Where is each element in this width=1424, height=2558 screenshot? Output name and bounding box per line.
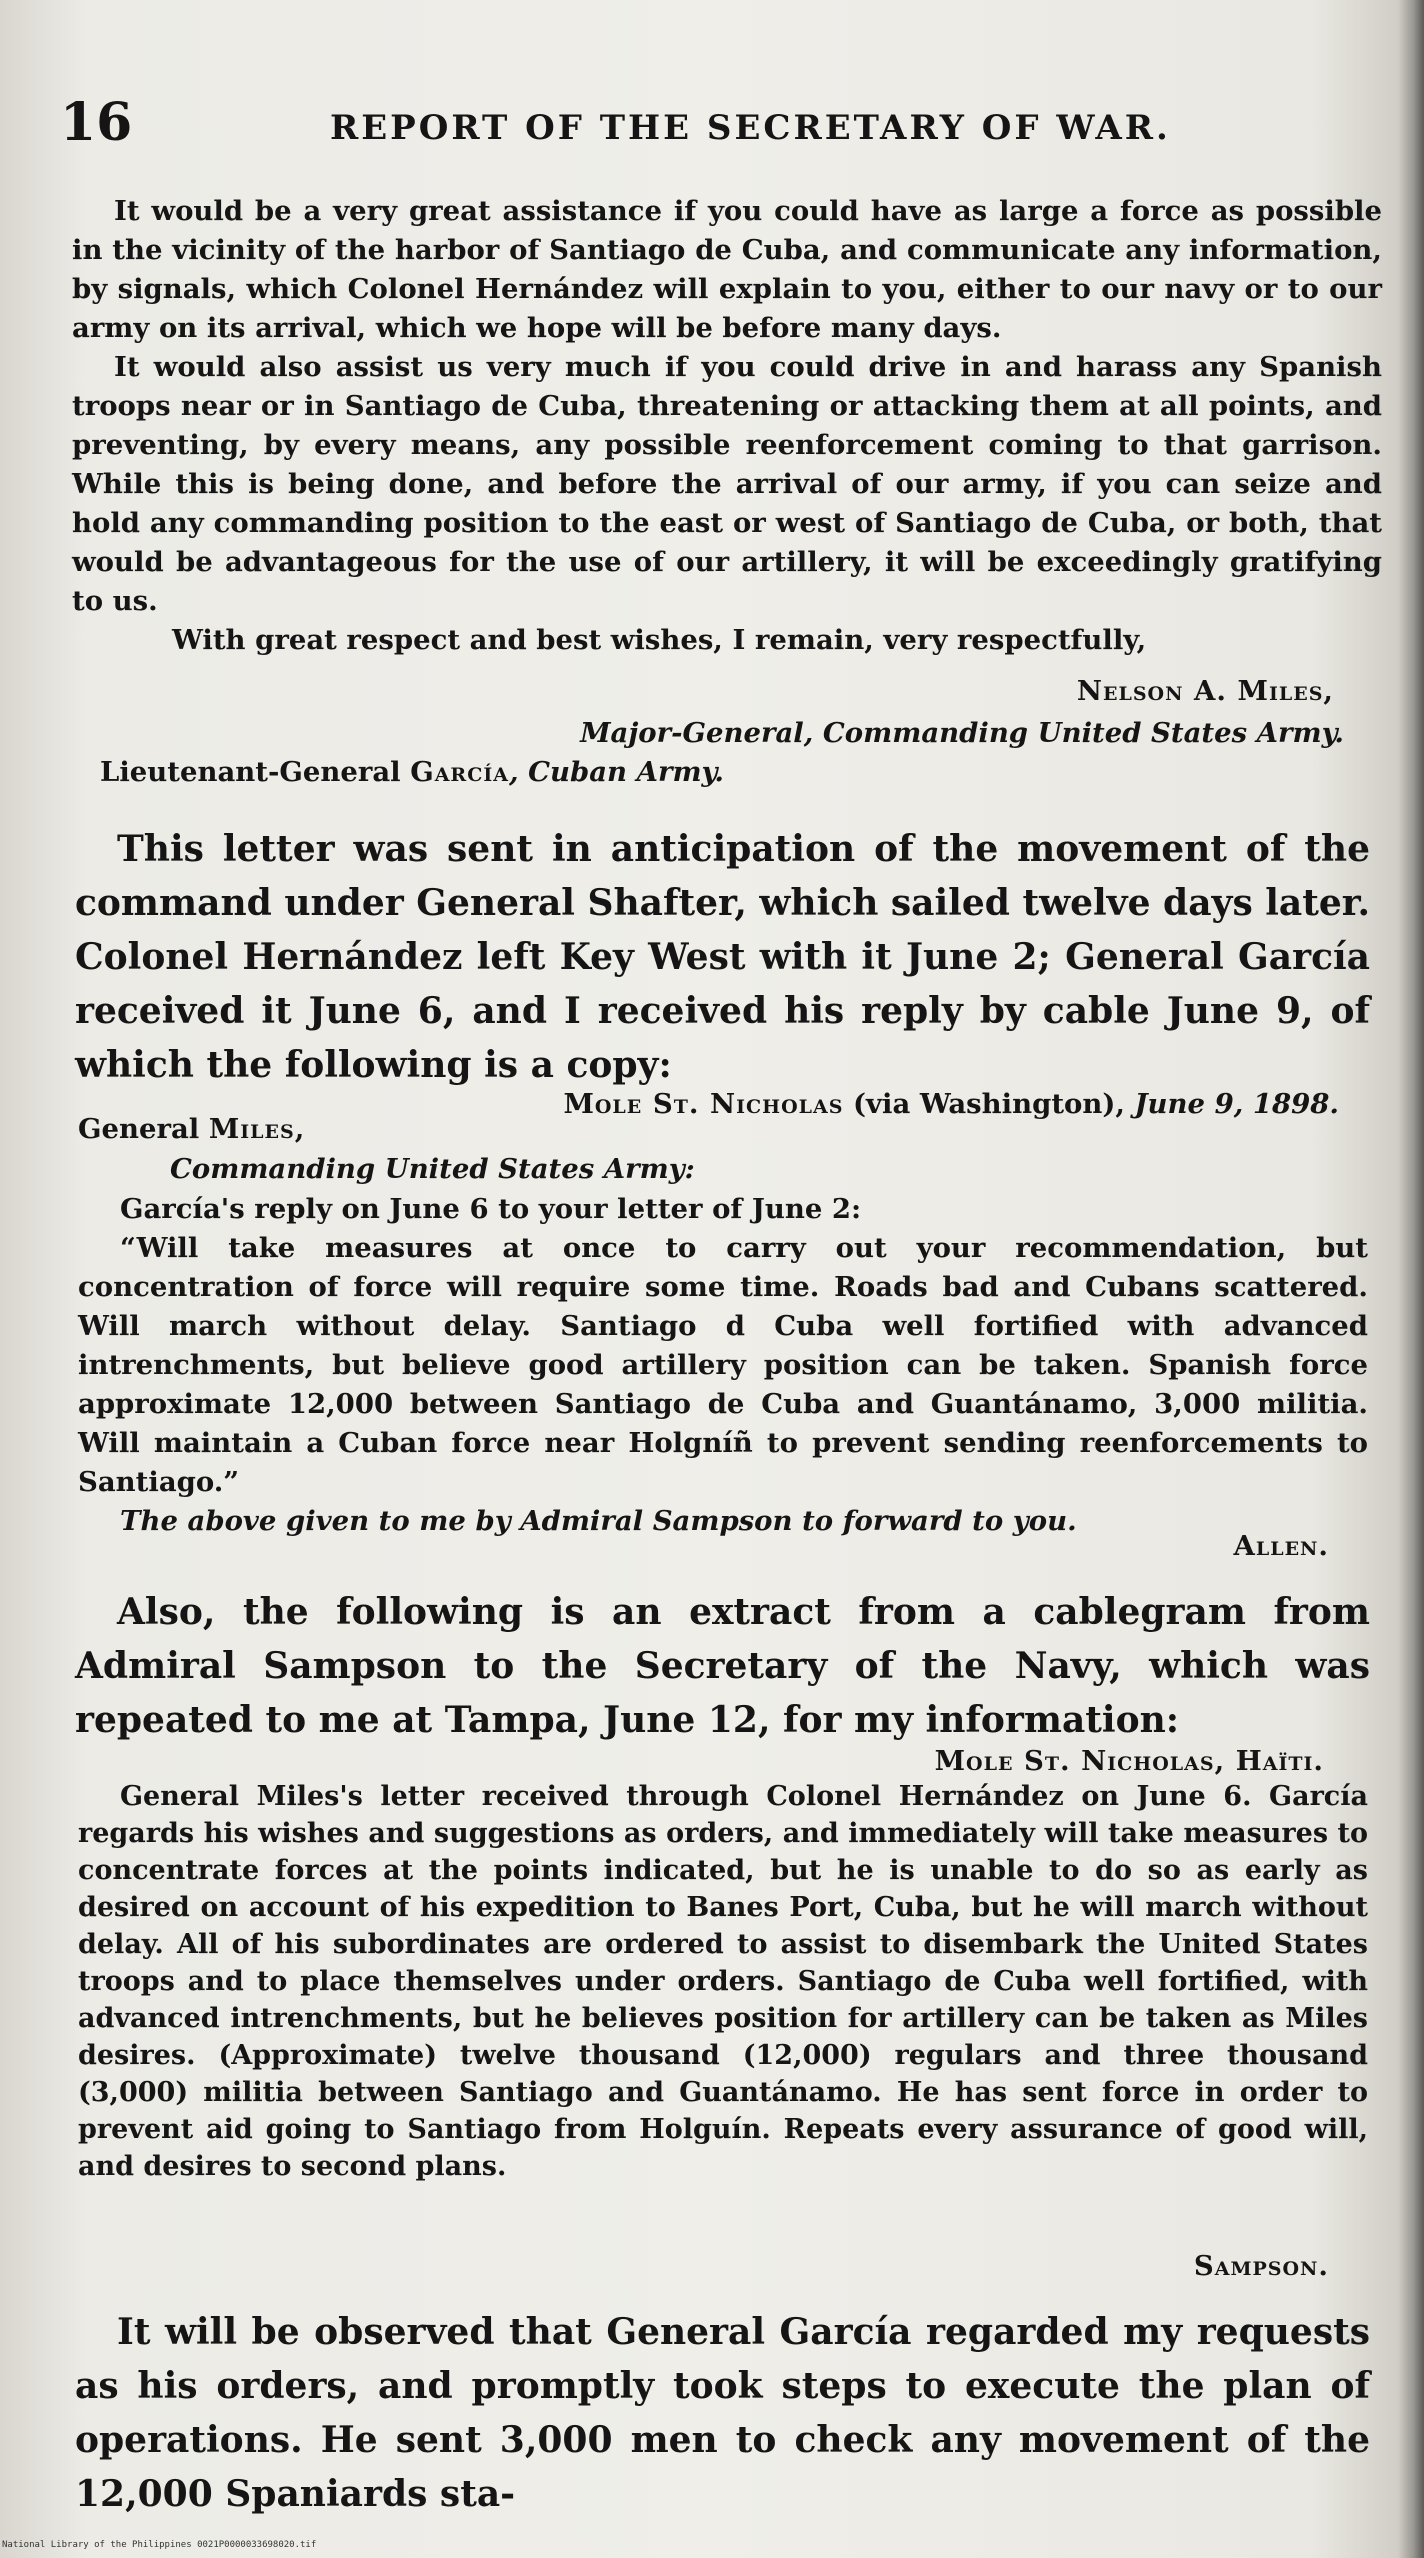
cable2-dateline: Mole St. Nicholas, Haïti. bbox=[934, 1745, 1324, 1777]
cable2-signer: Sampson. bbox=[1193, 2250, 1329, 2282]
letter-paragraph-1: It would be a very great assistance if you could have as large a force as possible in the vicinity of the harbor of Santiago de Cuba, and communicate any information, by signals, which Colonel Hernández will explain to you, either to our navy or to our army on its arrival, which we hope will be before many days. bbox=[72, 195, 1382, 344]
letter-paragraph-2: It would also assist us very much if you could drive in and harass any Spanish troops near or in Santiago de Cuba, threatening or attacking them at all points, and preventing, by every means, any possible reenforcement coming to that garrison. While this is being done, and before the arrival of our army, if you can seize and hold any commanding position to the east or west of Santiago de Cuba, or both, that would be advantageous for the use of our artillery, it will be exceedingly gratifying to us. bbox=[72, 351, 1382, 617]
cable1-salutation-title: Commanding United States Army: bbox=[170, 1153, 695, 1185]
letter-signer-title: Major-General, Commanding United States Army. bbox=[580, 717, 1344, 749]
page-shadow-edge bbox=[1398, 0, 1424, 2558]
cable1-intro: García's reply on June 6 to your letter of June 2: bbox=[120, 1193, 862, 1225]
narrative-paragraph-1: This letter was sent in anticipation of the movement of the command under General Shafter, which sailed twelve days later. Colonel Hernández left Key West with it June 2; General García received it June 6, and I received his reply by cable June 9, of which the following is a copy: bbox=[75, 828, 1370, 1086]
salutation-suffix: , bbox=[294, 1113, 305, 1145]
letter-closing: With great respect and best wishes, I remain, very respectfully, bbox=[172, 624, 1147, 656]
letter-addressee bbox=[100, 753, 724, 792]
salutation-prefix: General bbox=[78, 1113, 209, 1145]
letter-body bbox=[72, 192, 1382, 660]
narrative-paragraph-2: Also, the following is an extract from a cablegram from Admiral Sampson to the Secretary of the Navy, which was repeated to me at Tampa, June 12, for my information: bbox=[75, 1591, 1370, 1741]
cable2-body: General Miles's letter received through Colonel Hernández on June 6. García regards his wishes and suggestions as orders, and immediately will take measures to concentrate forces at the points indicated, but he is unable to do so as early as desired on account of his expedition to Banes Port, Cuba, but he will march without delay. All of his subordinates are ordered to assist to disembark the United States troops and to place themselves under orders. Santiago de Cuba well fortified, with advanced intrenchments, but he believes position for artillery can be taken as Miles desires. (Approximate) twelve thousand (12,000) regulars and three thousand (3,000) militia between Santiago and Guantánamo. He has sent force in order to prevent aid going to Santiago from Holguín. Repeats every assurance of good will, and desires to second plans. bbox=[78, 1781, 1368, 2182]
salutation-name: Miles bbox=[208, 1113, 295, 1145]
addressee-name: García bbox=[410, 756, 509, 788]
narrative-paragraph-3: It will be observed that General García regarded my requests as his orders, and promptly took steps to execute the plan of operations. He sent 3,000 men to check any movement of the 12,000 Spaniards sta- bbox=[75, 2311, 1370, 2515]
cable1-note: The above given to me by Admiral Sampson to forward to you. bbox=[120, 1505, 1077, 1537]
page-number: 16 bbox=[60, 92, 133, 153]
cable1-quote: “Will take measures at once to carry out your recommendation, but concentration of force will require some time. Roads bad and Cubans scattered. Will march without delay. Santiago d Cuba well fortified with advanced intrenchments, but believe good artillery position can be taken. Spanish force approximate 12,000 between Santiago de Cuba and Guantánamo, 3,000 militia. Will maintain a Cuban force near Holgníñ to prevent sending reenforcements to Santiago.” bbox=[78, 1232, 1368, 1498]
addressee-suffix: , Cuban Army. bbox=[508, 756, 724, 788]
cable1-via: (via Washington), bbox=[843, 1088, 1135, 1120]
cable1-body bbox=[78, 1190, 1368, 1541]
cable1-place: Mole St. Nicholas bbox=[563, 1088, 844, 1120]
scan-footer: National Library of the Philippines 0021P0000033698020.tif bbox=[2, 2540, 317, 2550]
letter-signer: Nelson A. Miles, bbox=[1076, 675, 1334, 707]
running-head bbox=[60, 92, 1360, 162]
cable1-signer: Allen. bbox=[1233, 1530, 1329, 1562]
page-title: REPORT OF THE SECRETARY OF WAR. bbox=[330, 108, 1171, 148]
cable1-dateline bbox=[563, 1085, 1339, 1124]
addressee-prefix: Lieutenant-General bbox=[100, 756, 411, 788]
cable1-date: June 9, 1898. bbox=[1134, 1088, 1339, 1120]
cable1-salutation bbox=[78, 1110, 304, 1149]
